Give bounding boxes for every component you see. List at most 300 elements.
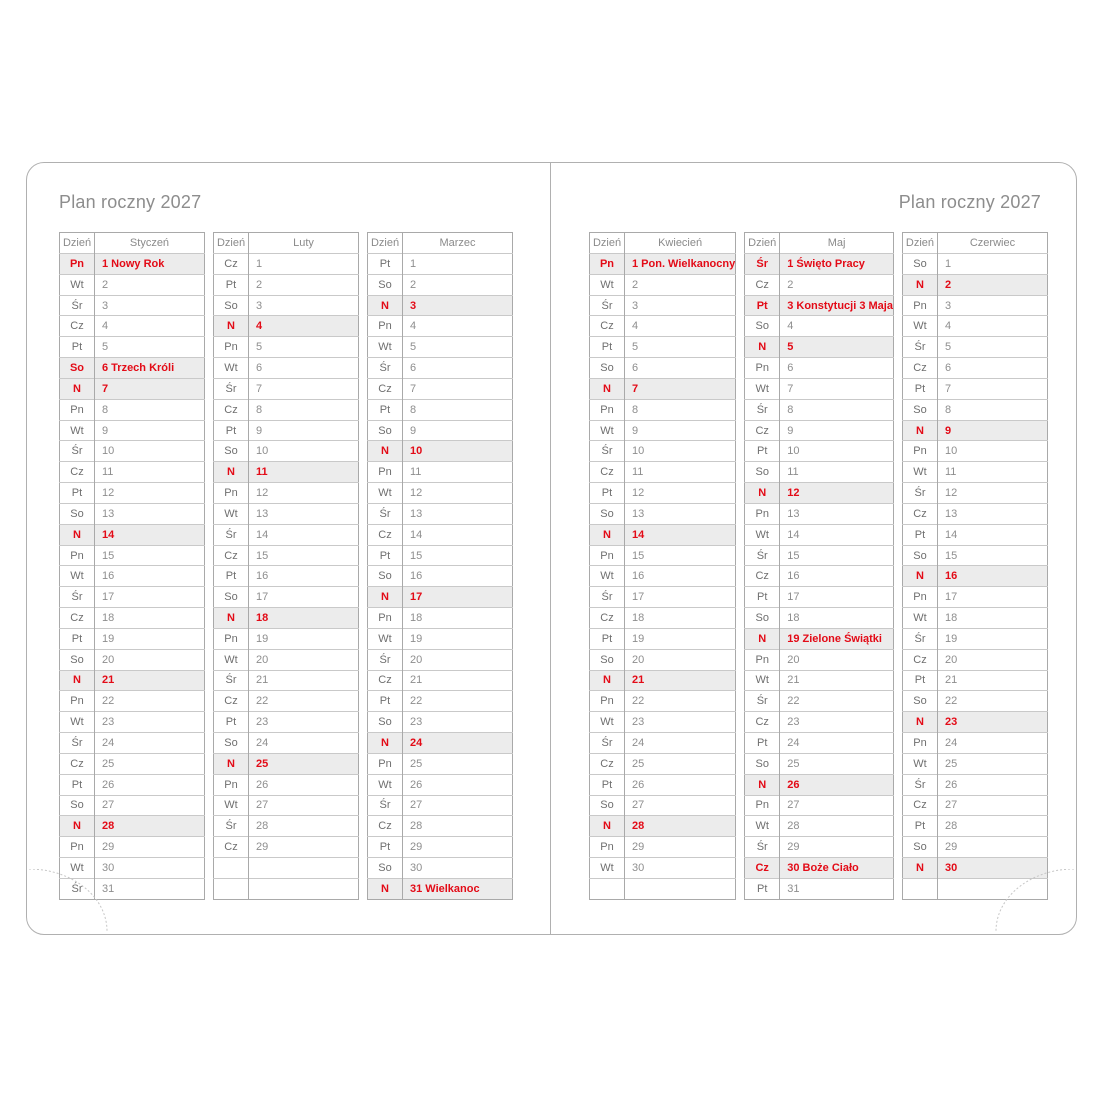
day-of-week-cell: Pt	[214, 274, 249, 295]
calendar-row	[745, 878, 894, 899]
date-cell: 25	[625, 753, 736, 774]
day-of-week-cell: Cz	[745, 274, 780, 295]
day-of-week-cell: So	[214, 295, 249, 316]
date-cell: 7	[937, 378, 1047, 399]
day-of-week-cell: Pt	[368, 691, 403, 712]
day-of-week-cell: N	[902, 274, 937, 295]
calendar-row	[60, 483, 205, 504]
date-cell: 1 Nowy Rok	[95, 254, 205, 275]
calendar-row	[214, 628, 359, 649]
day-of-week-cell: Pt	[745, 733, 780, 754]
calendar-row	[745, 399, 894, 420]
day-of-week-cell: Pn	[214, 774, 249, 795]
date-cell: 1	[403, 254, 513, 275]
date-cell: 22	[937, 691, 1047, 712]
date-cell: 13	[403, 503, 513, 524]
day-of-week-cell: Cz	[214, 399, 249, 420]
month-table	[367, 232, 513, 900]
day-of-week-cell: Pt	[60, 774, 95, 795]
calendar-row	[60, 608, 205, 629]
date-cell: 13	[625, 503, 736, 524]
calendar-row	[214, 420, 359, 441]
day-of-week-cell: Wt	[368, 483, 403, 504]
day-of-week-cell: Pt	[60, 628, 95, 649]
date-cell: 4	[937, 316, 1047, 337]
day-of-week-cell: Wt	[745, 816, 780, 837]
calendar-row	[60, 566, 205, 587]
calendar-row	[902, 628, 1047, 649]
calendar-row	[590, 795, 736, 816]
day-of-week-cell: Pn	[902, 441, 937, 462]
calendar-row	[745, 628, 894, 649]
date-cell: 21	[95, 670, 205, 691]
date-cell: 16	[95, 566, 205, 587]
day-of-week-cell: So	[590, 795, 625, 816]
day-of-week-cell	[214, 878, 249, 899]
date-cell: 24	[625, 733, 736, 754]
calendar-row	[745, 337, 894, 358]
day-of-week-cell: Śr	[368, 649, 403, 670]
day-of-week-cell: Cz	[902, 358, 937, 379]
date-cell: 19	[95, 628, 205, 649]
day-of-week-cell: So	[902, 837, 937, 858]
date-cell: 13	[937, 503, 1047, 524]
date-cell: 18	[625, 608, 736, 629]
calendar-row	[745, 691, 894, 712]
calendar-row	[368, 691, 513, 712]
day-of-week-cell: Śr	[745, 545, 780, 566]
calendar-row	[60, 399, 205, 420]
calendar-row	[368, 274, 513, 295]
day-of-week-cell: Wt	[214, 503, 249, 524]
calendar-row	[214, 399, 359, 420]
calendar-row	[368, 753, 513, 774]
date-cell: 18	[403, 608, 513, 629]
month-name: Marzec	[439, 237, 476, 249]
calendar-row	[368, 420, 513, 441]
day-of-week-cell: Śr	[902, 628, 937, 649]
date-cell: 5	[937, 337, 1047, 358]
day-of-week-cell: N	[368, 587, 403, 608]
date-cell: 14	[249, 524, 359, 545]
month-name: Czerwiec	[969, 237, 1016, 249]
calendar-row	[368, 566, 513, 587]
date-cell: 21	[249, 670, 359, 691]
day-of-week-cell: Pt	[214, 566, 249, 587]
calendar-row	[590, 483, 736, 504]
calendar-row	[368, 587, 513, 608]
date-cell: 6	[625, 358, 736, 379]
date-cell: 15	[780, 545, 894, 566]
date-cell: 20	[249, 649, 359, 670]
date-cell: 26	[403, 774, 513, 795]
date-cell: 22	[403, 691, 513, 712]
day-of-week-cell: Pn	[590, 399, 625, 420]
calendar-row	[745, 545, 894, 566]
date-cell: 12	[780, 483, 894, 504]
day-column-header: Dzień	[590, 233, 625, 254]
day-of-week-cell: Śr	[745, 399, 780, 420]
calendar-row	[745, 316, 894, 337]
calendar-row	[745, 524, 894, 545]
month-header-row	[214, 233, 359, 254]
calendar-row	[214, 274, 359, 295]
day-of-week-cell: Pt	[214, 712, 249, 733]
month-table	[744, 232, 894, 900]
day-of-week-cell: Pt	[368, 837, 403, 858]
day-of-week-cell: N	[902, 712, 937, 733]
day-of-week-cell: Śr	[214, 670, 249, 691]
calendar-row	[214, 712, 359, 733]
calendar-row	[902, 670, 1047, 691]
calendar-row	[902, 608, 1047, 629]
calendar-row	[368, 295, 513, 316]
day-of-week-cell: Pt	[590, 337, 625, 358]
day-of-week-cell: So	[368, 274, 403, 295]
calendar-row	[214, 753, 359, 774]
calendar-row	[368, 733, 513, 754]
day-of-week-cell: Wt	[590, 420, 625, 441]
day-of-week-cell: Pn	[902, 295, 937, 316]
date-cell: 21	[625, 670, 736, 691]
date-cell: 17	[780, 587, 894, 608]
day-of-week-cell: Pt	[902, 378, 937, 399]
day-of-week-cell: Pn	[214, 628, 249, 649]
day-of-week-cell: So	[902, 545, 937, 566]
month-table	[902, 232, 1048, 900]
calendar-row	[745, 295, 894, 316]
day-of-week-cell: Pt	[745, 878, 780, 899]
date-cell: 25	[95, 753, 205, 774]
date-cell: 8	[249, 399, 359, 420]
date-cell: 9	[403, 420, 513, 441]
day-of-week-cell: Cz	[368, 378, 403, 399]
date-cell: 10	[249, 441, 359, 462]
day-of-week-cell: Cz	[590, 316, 625, 337]
day-of-week-cell: Pn	[214, 483, 249, 504]
date-cell: 15	[95, 545, 205, 566]
calendar-row	[590, 608, 736, 629]
day-of-week-cell: N	[902, 420, 937, 441]
calendar-row	[368, 358, 513, 379]
calendar-row	[214, 483, 359, 504]
day-column-header: Dzień	[368, 233, 403, 254]
calendar-row	[368, 337, 513, 358]
day-of-week-cell: N	[214, 608, 249, 629]
date-cell: 30	[403, 858, 513, 879]
day-of-week-cell: So	[745, 316, 780, 337]
day-of-week-cell: Śr	[745, 254, 780, 275]
date-cell: 21	[937, 670, 1047, 691]
date-cell: 5	[625, 337, 736, 358]
date-cell: 4	[625, 316, 736, 337]
date-cell: 16	[249, 566, 359, 587]
day-of-week-cell: So	[745, 753, 780, 774]
date-cell: 25	[403, 753, 513, 774]
date-cell: 23	[95, 712, 205, 733]
calendar-row	[902, 378, 1047, 399]
calendar-row	[590, 545, 736, 566]
date-cell: 1	[937, 254, 1047, 275]
day-of-week-cell: Pn	[590, 545, 625, 566]
day-of-week-cell: N	[745, 628, 780, 649]
date-cell: 9	[95, 420, 205, 441]
calendar-row	[902, 441, 1047, 462]
calendar-row	[902, 587, 1047, 608]
day-of-week-cell: Pn	[368, 462, 403, 483]
date-cell: 24	[780, 733, 894, 754]
day-of-week-cell: Śr	[60, 295, 95, 316]
calendar-row	[60, 378, 205, 399]
calendar-row	[60, 670, 205, 691]
day-of-week-cell: So	[60, 795, 95, 816]
date-cell: 26	[95, 774, 205, 795]
calendar-row	[902, 399, 1047, 420]
day-of-week-cell: Cz	[590, 462, 625, 483]
calendar-row	[368, 858, 513, 879]
calendar-row	[368, 524, 513, 545]
day-of-week-cell: Śr	[214, 378, 249, 399]
calendar-row	[745, 649, 894, 670]
date-cell: 18	[249, 608, 359, 629]
day-of-week-cell: So	[368, 566, 403, 587]
date-cell: 16	[780, 566, 894, 587]
day-of-week-cell: Pt	[745, 587, 780, 608]
date-cell: 31 Wielkanoc	[403, 878, 513, 899]
date-cell: 11	[403, 462, 513, 483]
day-of-week-cell: Pt	[902, 670, 937, 691]
calendar-row	[590, 670, 736, 691]
day-of-week-cell: Pn	[745, 649, 780, 670]
day-of-week-cell: Pt	[368, 399, 403, 420]
calendar-row	[60, 712, 205, 733]
day-of-week-cell: Wt	[60, 858, 95, 879]
day-of-week-cell: Śr	[590, 587, 625, 608]
date-cell: 13	[249, 503, 359, 524]
date-cell: 31	[780, 878, 894, 899]
date-cell: 8	[625, 399, 736, 420]
date-cell: 29	[625, 837, 736, 858]
calendar-row	[902, 545, 1047, 566]
day-of-week-cell: Wt	[745, 524, 780, 545]
date-cell: 11	[625, 462, 736, 483]
date-cell: 28	[403, 816, 513, 837]
page-curl-left	[29, 869, 109, 932]
date-cell: 6 Trzech Króli	[95, 358, 205, 379]
calendar-row	[60, 691, 205, 712]
day-of-week-cell: N	[590, 378, 625, 399]
calendar-row	[902, 254, 1047, 275]
date-cell: 12	[937, 483, 1047, 504]
month-header-row	[590, 233, 736, 254]
date-cell: 10	[403, 441, 513, 462]
day-column-header: Dzień	[60, 233, 95, 254]
calendar-row	[745, 566, 894, 587]
date-cell: 10	[625, 441, 736, 462]
day-of-week-cell: So	[214, 587, 249, 608]
date-cell: 7	[95, 378, 205, 399]
calendar-row	[902, 837, 1047, 858]
day-of-week-cell: Pt	[368, 254, 403, 275]
calendar-row	[745, 858, 894, 879]
calendar-row	[745, 670, 894, 691]
date-cell: 17	[403, 587, 513, 608]
calendar-row	[745, 462, 894, 483]
calendar-row	[214, 337, 359, 358]
day-of-week-cell: Wt	[745, 670, 780, 691]
day-of-week-cell: N	[590, 524, 625, 545]
day-of-week-cell: Pn	[60, 837, 95, 858]
calendar-row	[368, 483, 513, 504]
calendar-row	[745, 753, 894, 774]
calendar-row	[745, 712, 894, 733]
calendar-row	[214, 566, 359, 587]
day-of-week-cell: Pn	[60, 399, 95, 420]
day-of-week-cell: Śr	[60, 587, 95, 608]
month-name: Kwiecień	[658, 237, 703, 249]
date-cell: 8	[403, 399, 513, 420]
date-cell: 18	[780, 608, 894, 629]
day-of-week-cell: N	[745, 774, 780, 795]
empty-row	[214, 878, 359, 899]
day-of-week-cell: Pn	[60, 691, 95, 712]
date-cell: 2	[95, 274, 205, 295]
day-column-header: Dzień	[214, 233, 249, 254]
date-cell: 12	[95, 483, 205, 504]
date-cell: 20	[780, 649, 894, 670]
date-cell: 24	[95, 733, 205, 754]
day-of-week-cell: Pt	[590, 483, 625, 504]
calendar-row	[368, 774, 513, 795]
day-of-week-cell: Cz	[745, 712, 780, 733]
date-cell: 24	[249, 733, 359, 754]
date-cell: 6	[249, 358, 359, 379]
date-cell: 8	[937, 399, 1047, 420]
calendar-row	[214, 837, 359, 858]
date-cell: 27	[625, 795, 736, 816]
day-of-week-cell: So	[214, 441, 249, 462]
date-cell: 19 Zielone Świątki	[780, 628, 894, 649]
calendar-row	[368, 399, 513, 420]
day-of-week-cell: Cz	[902, 649, 937, 670]
date-cell: 15	[249, 545, 359, 566]
empty-row	[214, 858, 359, 879]
day-of-week-cell: Wt	[590, 274, 625, 295]
calendar-row	[214, 691, 359, 712]
calendar-row	[590, 316, 736, 337]
day-of-week-cell: N	[214, 753, 249, 774]
day-of-week-cell: Pt	[214, 420, 249, 441]
date-cell: 16	[403, 566, 513, 587]
calendar-row	[745, 378, 894, 399]
day-of-week-cell: Śr	[368, 795, 403, 816]
calendar-row	[590, 691, 736, 712]
date-cell: 29	[937, 837, 1047, 858]
date-cell: 10	[937, 441, 1047, 462]
date-cell: 22	[780, 691, 894, 712]
calendar-row	[902, 483, 1047, 504]
calendar-row	[60, 295, 205, 316]
calendar-row	[590, 649, 736, 670]
day-of-week-cell: Pt	[368, 545, 403, 566]
day-of-week-cell: Cz	[60, 462, 95, 483]
day-of-week-cell: Cz	[368, 670, 403, 691]
calendar-row	[902, 753, 1047, 774]
calendar-row	[60, 254, 205, 275]
calendar-row	[60, 649, 205, 670]
calendar-row	[214, 254, 359, 275]
calendar-row	[368, 816, 513, 837]
day-of-week-cell: Pt	[590, 628, 625, 649]
calendar-row	[590, 378, 736, 399]
day-of-week-cell: Pn	[745, 503, 780, 524]
date-cell: 26	[249, 774, 359, 795]
calendar-row	[60, 420, 205, 441]
day-of-week-cell: Cz	[590, 753, 625, 774]
month-header-row	[368, 233, 513, 254]
date-cell: 27	[95, 795, 205, 816]
calendar-row	[745, 837, 894, 858]
calendar-row	[60, 462, 205, 483]
day-of-week-cell: Pn	[590, 691, 625, 712]
day-of-week-cell: Wt	[214, 649, 249, 670]
date-cell: 3	[95, 295, 205, 316]
calendar-row	[214, 503, 359, 524]
calendar-row	[214, 545, 359, 566]
day-of-week-cell: Wt	[60, 420, 95, 441]
date-cell: 14	[625, 524, 736, 545]
day-of-week-cell: Cz	[590, 608, 625, 629]
date-cell: 25	[780, 753, 894, 774]
day-of-week-cell: Cz	[214, 837, 249, 858]
date-cell: 14	[780, 524, 894, 545]
day-of-week-cell: Śr	[214, 524, 249, 545]
calendar-row	[590, 587, 736, 608]
day-of-week-cell: Cz	[214, 254, 249, 275]
calendar-row	[745, 733, 894, 754]
day-of-week-cell: Śr	[60, 733, 95, 754]
page-curl-right	[994, 869, 1074, 932]
calendar-row	[368, 649, 513, 670]
date-cell	[249, 858, 359, 879]
day-of-week-cell: Cz	[60, 753, 95, 774]
date-cell: 11	[95, 462, 205, 483]
date-cell: 2	[937, 274, 1047, 295]
date-cell: 27	[249, 795, 359, 816]
date-cell: 23	[625, 712, 736, 733]
day-of-week-cell: N	[745, 483, 780, 504]
calendar-row	[368, 837, 513, 858]
day-of-week-cell: Śr	[902, 337, 937, 358]
day-of-week-cell: Śr	[590, 733, 625, 754]
month-name: Styczeń	[129, 237, 170, 249]
calendar-row	[214, 649, 359, 670]
day-of-week-cell: So	[902, 691, 937, 712]
calendar-row	[60, 816, 205, 837]
calendar-row	[590, 816, 736, 837]
calendar-row	[902, 712, 1047, 733]
calendar-row	[745, 587, 894, 608]
calendar-row	[214, 358, 359, 379]
calendar-row	[745, 795, 894, 816]
calendar-row	[368, 628, 513, 649]
day-of-week-cell: Wt	[60, 274, 95, 295]
day-of-week-cell: Pn	[745, 358, 780, 379]
date-cell: 8	[780, 399, 894, 420]
date-cell: 3	[403, 295, 513, 316]
month-name: Maj	[827, 237, 846, 249]
day-of-week-cell: Śr	[902, 774, 937, 795]
